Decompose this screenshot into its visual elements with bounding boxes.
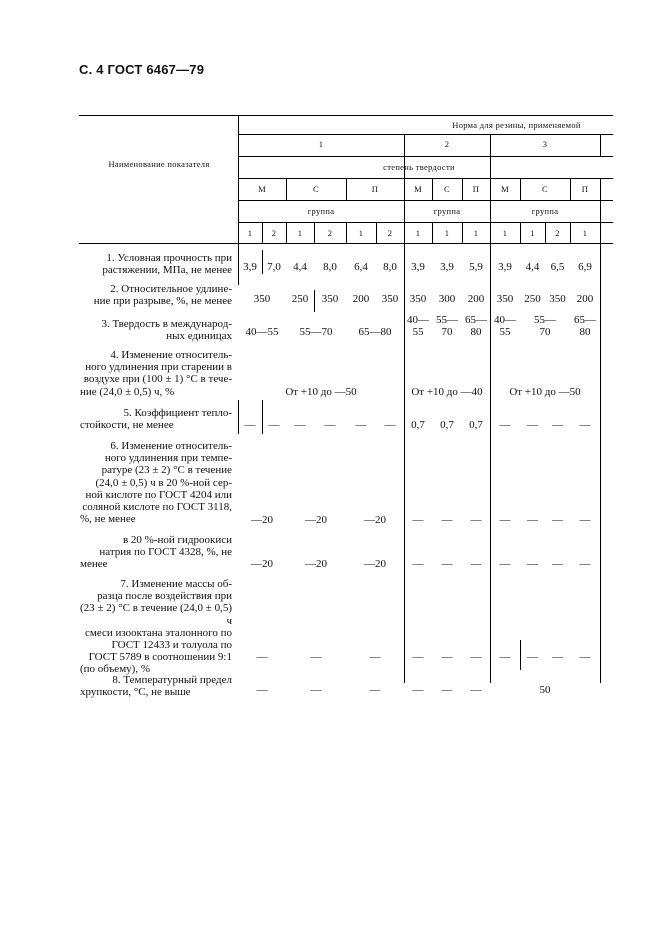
group-label: группа — [433, 206, 461, 216]
table-cell: 200 — [576, 293, 594, 305]
table-cell: 6,9 — [578, 261, 592, 273]
table-cell: 4,4 — [525, 261, 540, 273]
col-top-2: 2 — [444, 139, 450, 149]
table-cell: 350 — [496, 293, 514, 305]
table-cell: 80 — [579, 326, 591, 338]
table-cell: — — [244, 419, 256, 431]
table-cell: — — [552, 419, 563, 431]
table-cell: 65— — [574, 314, 596, 326]
table-cell: — — [355, 419, 367, 431]
table-cell: — — [412, 651, 424, 663]
table-cell: 3,9 — [411, 261, 425, 273]
row-label-7: 7. Изменение массы об- разца после воздействия при (23 ± 2) °С в течение (24,0 ± 0,5) ч смеси изооктана эталонного по ГОСТ 12433 и толуола по ГОСТ 5789 в соотношении 9:1 (по объему), % — [80, 578, 232, 676]
table-cell: — — [310, 651, 322, 663]
table-cell: 350 — [549, 293, 566, 305]
table-cell: — — [579, 651, 591, 663]
table-cell: — — [552, 558, 563, 570]
table-cell: 55—70 — [299, 326, 333, 338]
table-cell: 200 — [467, 293, 485, 305]
table-cell: —20 — [305, 514, 327, 526]
group-number: 1 — [247, 228, 253, 238]
table-cell: — — [256, 651, 268, 663]
row-label-4: 4. Изменение относитель- ного удлинения при старении в воздухе при (100 ± 1) °С в тече- ние (24,0 ± 0,5) ч, % — [80, 349, 232, 398]
table-cell: — — [412, 514, 424, 526]
row-label-8: 8. Температурный предел хрупкости, °С, не выше — [80, 674, 232, 699]
table-cell: 55 — [499, 326, 511, 338]
table-cell: — — [552, 514, 563, 526]
hardness-s: С — [542, 184, 548, 194]
group-number: 1 — [530, 228, 535, 238]
table-cell: 3,9 — [243, 261, 257, 273]
hardness-m: М — [414, 184, 422, 194]
group-number: 1 — [444, 228, 450, 238]
hardness-p: П — [581, 184, 589, 194]
table-cell: —20 — [305, 558, 327, 570]
table-cell: — — [527, 419, 538, 431]
table-cell: 7,0 — [267, 261, 281, 273]
table-cell: 55— — [436, 314, 458, 326]
row-label-2: 2. Относительное удлине- ние при разрыве, %, не менее — [93, 283, 232, 308]
table-cell: 70 — [539, 326, 551, 338]
row-label-3: 3. Твердость в международ- ных единицах — [101, 318, 232, 343]
group-number: 1 — [502, 228, 508, 238]
table-cell: 3,9 — [440, 261, 454, 273]
table-cell: 8,0 — [323, 261, 337, 273]
table-cell: — — [412, 558, 424, 570]
table-cell: 350 — [381, 293, 399, 305]
table-cell: 0,7 — [411, 419, 425, 431]
group-number: 1 — [415, 228, 421, 238]
table-cell: — — [369, 684, 381, 696]
table-cell: 350 — [409, 293, 427, 305]
table-cell: —20 — [364, 514, 386, 526]
column-header-name: Наименование показателя — [108, 159, 210, 169]
table-cell: — — [527, 558, 538, 570]
table-cell: — — [256, 684, 268, 696]
table-cell: 0,7 — [440, 419, 454, 431]
table-cell: —20 — [364, 558, 386, 570]
table-cell: — — [384, 419, 396, 431]
table-cell: —20 — [251, 514, 273, 526]
table-cell: — — [499, 514, 511, 526]
table-cell: — — [499, 558, 511, 570]
group-number: 1 — [358, 228, 364, 238]
hardness-m: М — [501, 184, 509, 194]
table-cell: 200 — [352, 293, 370, 305]
table-cell: — — [441, 684, 453, 696]
col-top-3: 3 — [542, 139, 548, 149]
table-cell: От +10 до —40 — [411, 386, 483, 398]
table-cell: 250 — [291, 293, 309, 305]
norm-header: Норма для резины, применяемой — [452, 120, 581, 130]
hardness-p: П — [371, 184, 379, 194]
table-cell: — — [552, 651, 563, 663]
hardness-s: С — [444, 184, 450, 194]
group-number: 1 — [582, 228, 588, 238]
group-number: 1 — [473, 228, 479, 238]
table-cell: 4,4 — [293, 261, 307, 273]
row-label-1: 1. Условная прочность при растяжении, МПа, не менее — [102, 252, 232, 277]
row-label-6b: в 20 %-ной гидроокиси натрия по ГОСТ 4328, %, не менее — [80, 534, 232, 571]
table-cell: — — [579, 558, 591, 570]
group-number: 2 — [327, 228, 333, 238]
table-cell: — — [441, 558, 453, 570]
table-cell: 350 — [253, 293, 271, 305]
group-number: 1 — [297, 228, 303, 238]
table-cell: — — [294, 419, 306, 431]
hardness-header: степень твердости — [383, 162, 455, 172]
group-label: группа — [307, 206, 335, 216]
table-cell: — — [412, 684, 424, 696]
table-cell: — — [470, 558, 482, 570]
group-number: 2 — [555, 228, 560, 238]
hardness-p: П — [472, 184, 480, 194]
group-number: 2 — [271, 228, 277, 238]
group-label: группа — [531, 206, 559, 216]
table-cell: — — [527, 514, 538, 526]
table-cell: От +10 до —50 — [285, 386, 357, 398]
table-cell: 40—55 — [245, 326, 279, 338]
table-cell: 65—80 — [358, 326, 392, 338]
table-cell: 55— — [534, 314, 556, 326]
table-cell: 65— — [465, 314, 487, 326]
table-cell: 6,5 — [550, 261, 565, 273]
table-cell: 250 — [524, 293, 541, 305]
table-cell: 40— — [407, 314, 429, 326]
table-cell: — — [268, 419, 280, 431]
table-cell: 70 — [441, 326, 453, 338]
hardness-s: С — [313, 184, 319, 194]
table-cell: 8,0 — [383, 261, 397, 273]
table-cell: 300 — [438, 293, 456, 305]
table-cell: —20 — [251, 558, 273, 570]
table-cell: — — [579, 514, 591, 526]
table-cell: 350 — [321, 293, 339, 305]
table-cell: 3,9 — [498, 261, 512, 273]
row-label-5: 5. Коэффициент тепло- стойкости, не менее — [80, 407, 232, 432]
hardness-m: М — [258, 184, 266, 194]
table-cell: — — [369, 651, 381, 663]
table-cell: — — [310, 684, 322, 696]
table-cell: — — [579, 419, 591, 431]
table-cell: — — [499, 651, 511, 663]
table-cell: 50 — [539, 684, 551, 696]
table-cell: — — [441, 651, 453, 663]
table-cell: — — [324, 419, 336, 431]
table-cell: 6,4 — [354, 261, 368, 273]
table-cell: — — [470, 651, 482, 663]
table-cell: 40— — [494, 314, 516, 326]
table-cell: — — [499, 419, 511, 431]
table-cell: 5,9 — [469, 261, 483, 273]
table-cell: 80 — [470, 326, 482, 338]
table-cell: От +10 до —50 — [509, 386, 581, 398]
table-cell: — — [527, 651, 538, 663]
col-top-1: 1 — [318, 139, 324, 149]
table-cell: 0,7 — [469, 419, 483, 431]
group-number: 2 — [387, 228, 393, 238]
table-cell: — — [470, 684, 482, 696]
page-header: С. 4 ГОСТ 6467—79 — [79, 62, 205, 77]
table-cell: — — [441, 514, 453, 526]
row-label-6: 6. Изменение относитель- ного удлинения при темпе- ратуре (23 ± 2) °С в течение (24,0 ± 0,5) ч в 20 %-ной сер- ной кислоте по ГОСТ 4204 или соляной кислоте по ГОСТ 3118, %, не менее — [80, 440, 232, 526]
table-cell: — — [470, 514, 482, 526]
table-cell: 55 — [412, 326, 424, 338]
